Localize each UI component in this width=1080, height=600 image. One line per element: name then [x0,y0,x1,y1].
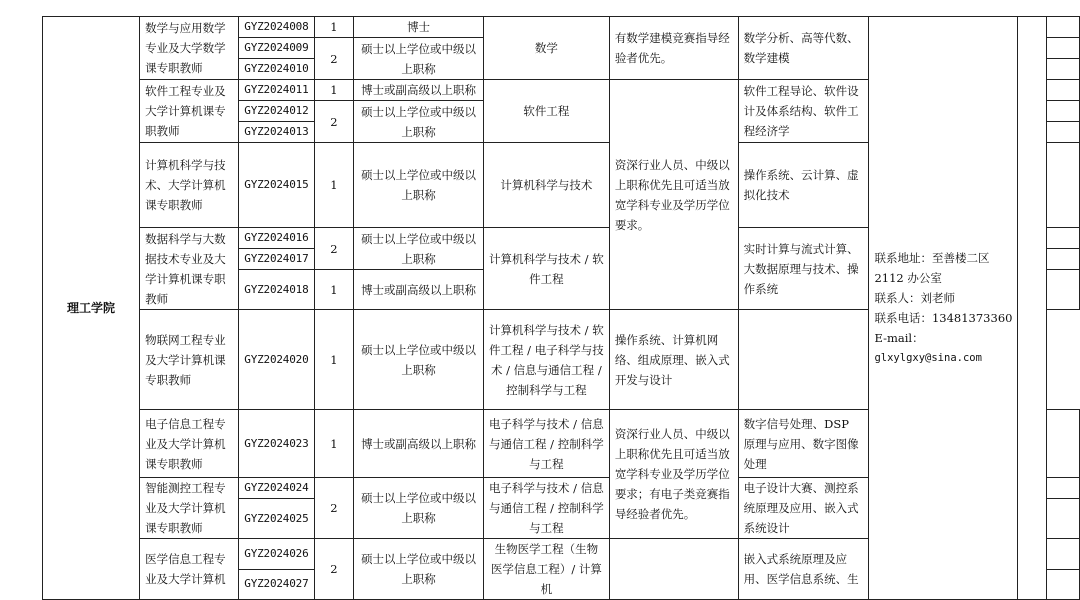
courses-cell: 数学分析、高等代数、数学建模 [738,17,869,80]
job-code-cell: GYZ2024020 [239,310,314,410]
recruitment-table [42,16,1080,600]
post-cell: 计算机科学与技术、大学计算机课专职教师 [140,143,239,228]
empty-cell [1047,539,1080,570]
empty-cell [1047,122,1080,143]
job-code-cell: GYZ2024018 [239,270,314,310]
job-code-cell: GYZ2024026 [239,539,314,570]
headcount-cell: 1 [314,410,354,478]
contact-cell [869,17,1018,600]
empty-cell [1047,38,1080,59]
courses-cell: 操作系统、云计算、虚拟化技术 [738,143,869,228]
courses-cell: 嵌入式系统原理及应用、医学信息系统、生 [738,539,869,600]
qualification-cell: 硕士以上学位或中级以上职称 [354,143,484,228]
job-code-cell: GYZ2024010 [239,59,314,80]
post-cell: 电子信息工程专业及大学计算机课专职教师 [140,410,239,478]
contact-email: glxylgxy@sina.com [874,352,982,364]
headcount-cell: 1 [314,310,354,410]
job-code-cell: GYZ2024011 [239,80,314,101]
qualification-cell: 硕士以上学位或中级以上职称 [354,38,484,80]
headcount-cell: 2 [314,228,354,270]
qualification-cell: 博士或副高级以上职称 [354,270,484,310]
job-code-cell: GYZ2024015 [239,143,314,228]
major-cell: 电子科学与技术 / 信息与通信工程 / 控制科学与工程 [483,478,609,539]
qualification-cell: 博士或副高级以上职称 [354,410,484,478]
empty-cell [1047,59,1080,80]
major-cell: 计算机科学与技术 [483,143,609,228]
qualification-cell: 硕士以上学位或中级以上职称 [354,101,484,143]
empty-cell [1047,410,1080,478]
remark-cell [609,539,738,600]
qualification-cell: 硕士以上学位或中级以上职称 [354,539,484,600]
headcount-cell: 2 [314,101,354,143]
major-cell: 数学 [483,17,609,80]
post-cell: 医学信息工程专业及大学计算机 [140,539,239,600]
headcount-cell: 2 [314,478,354,539]
job-code-cell: GYZ2024009 [239,38,314,59]
contact-email-label: E-mail： [874,331,924,345]
headcount-cell: 1 [314,270,354,310]
post-cell: 物联网工程专业及大学计算机课专职教师 [140,310,239,410]
headcount-cell: 1 [314,143,354,228]
post-cell: 软件工程专业及大学计算机课专职教师 [140,80,239,143]
courses-cell: 数字信号处理、DSP 原理与应用、数字图像处理 [738,410,869,478]
headcount-cell: 1 [314,17,354,38]
major-cell: 生物医学工程（生物医学信息工程）/ 计算机 [483,539,609,600]
job-code-cell: GYZ2024016 [239,228,314,249]
qualification-cell: 硕士以上学位或中级以上职称 [354,310,484,410]
job-code-cell: GYZ2024027 [239,569,314,600]
empty-cell [1047,17,1080,38]
remark-cell: 资深行业人员、中级以上职称优先且可适当放宽学科专业及学历学位要求。 [609,80,738,310]
courses-cell: 软件工程导论、软件设计及体系结构、软件工程经济学 [738,80,869,143]
empty-cell [1047,101,1080,122]
courses-cell: 操作系统、计算机网络、组成原理、嵌入式开发与设计 [609,310,738,410]
job-code-cell: GYZ2024008 [239,17,314,38]
remark-cell: 有数学建模竞赛指导经验者优先。 [609,17,738,80]
major-cell: 计算机科学与技术 / 软件工程 / 电子科学与技术 / 信息与通信工程 / 控制科学与工程 [483,310,609,410]
contact-person: 联系人：刘老师 [874,291,955,305]
headcount-cell: 2 [314,38,354,80]
courses-cell: 电子设计大赛、测控系统原理及应用、嵌入式系统设计 [738,478,869,539]
job-code-cell: GYZ2024025 [239,499,314,539]
contact-phone: 联系电话：13481373360 [874,311,1013,325]
post-cell: 数据科学与大数据技术专业及大学计算机课专职教师 [140,228,239,310]
empty-cell [738,310,869,410]
empty-cell [1047,80,1080,101]
headcount-cell: 2 [314,539,354,600]
courses-cell: 实时计算与流式计算、大数据原理与技术、操作系统 [738,228,869,310]
college-cell: 理工学院 [43,17,140,600]
empty-cell [1047,143,1080,228]
job-code-cell: GYZ2024013 [239,122,314,143]
qualification-cell: 博士或副高级以上职称 [354,80,484,101]
remark-cell: 资深行业人员、中级以上职称优先且可适当放宽学科专业及学历学位要求；有电子类竞赛指导经验者优先。 [609,410,738,539]
empty-cell [1047,270,1080,310]
qualification-cell: 硕士以上学位或中级以上职称 [354,478,484,539]
post-cell: 数学与应用数学专业及大学数学课专职教师 [140,17,239,80]
post-cell: 智能测控工程专业及大学计算机课专职教师 [140,478,239,539]
contact-address: 联系地址：至善楼二区 2112 办公室 [874,251,990,285]
empty-cell [1047,228,1080,249]
job-code-cell: GYZ2024012 [239,101,314,122]
major-cell: 软件工程 [483,80,609,143]
blank-column [1018,17,1047,600]
job-code-cell: GYZ2024024 [239,478,314,499]
table-row [43,17,1080,38]
headcount-cell: 1 [314,80,354,101]
qualification-cell: 硕士以上学位或中级以上职称 [354,228,484,270]
major-cell: 计算机科学与技术 / 软件工程 [483,228,609,310]
qualification-cell: 博士 [354,17,484,38]
empty-cell [1047,249,1080,270]
empty-cell [1047,478,1080,499]
empty-cell [1047,499,1080,539]
job-code-cell: GYZ2024023 [239,410,314,478]
job-code-cell: GYZ2024017 [239,249,314,270]
major-cell: 电子科学与技术 / 信息与通信工程 / 控制科学与工程 [483,410,609,478]
